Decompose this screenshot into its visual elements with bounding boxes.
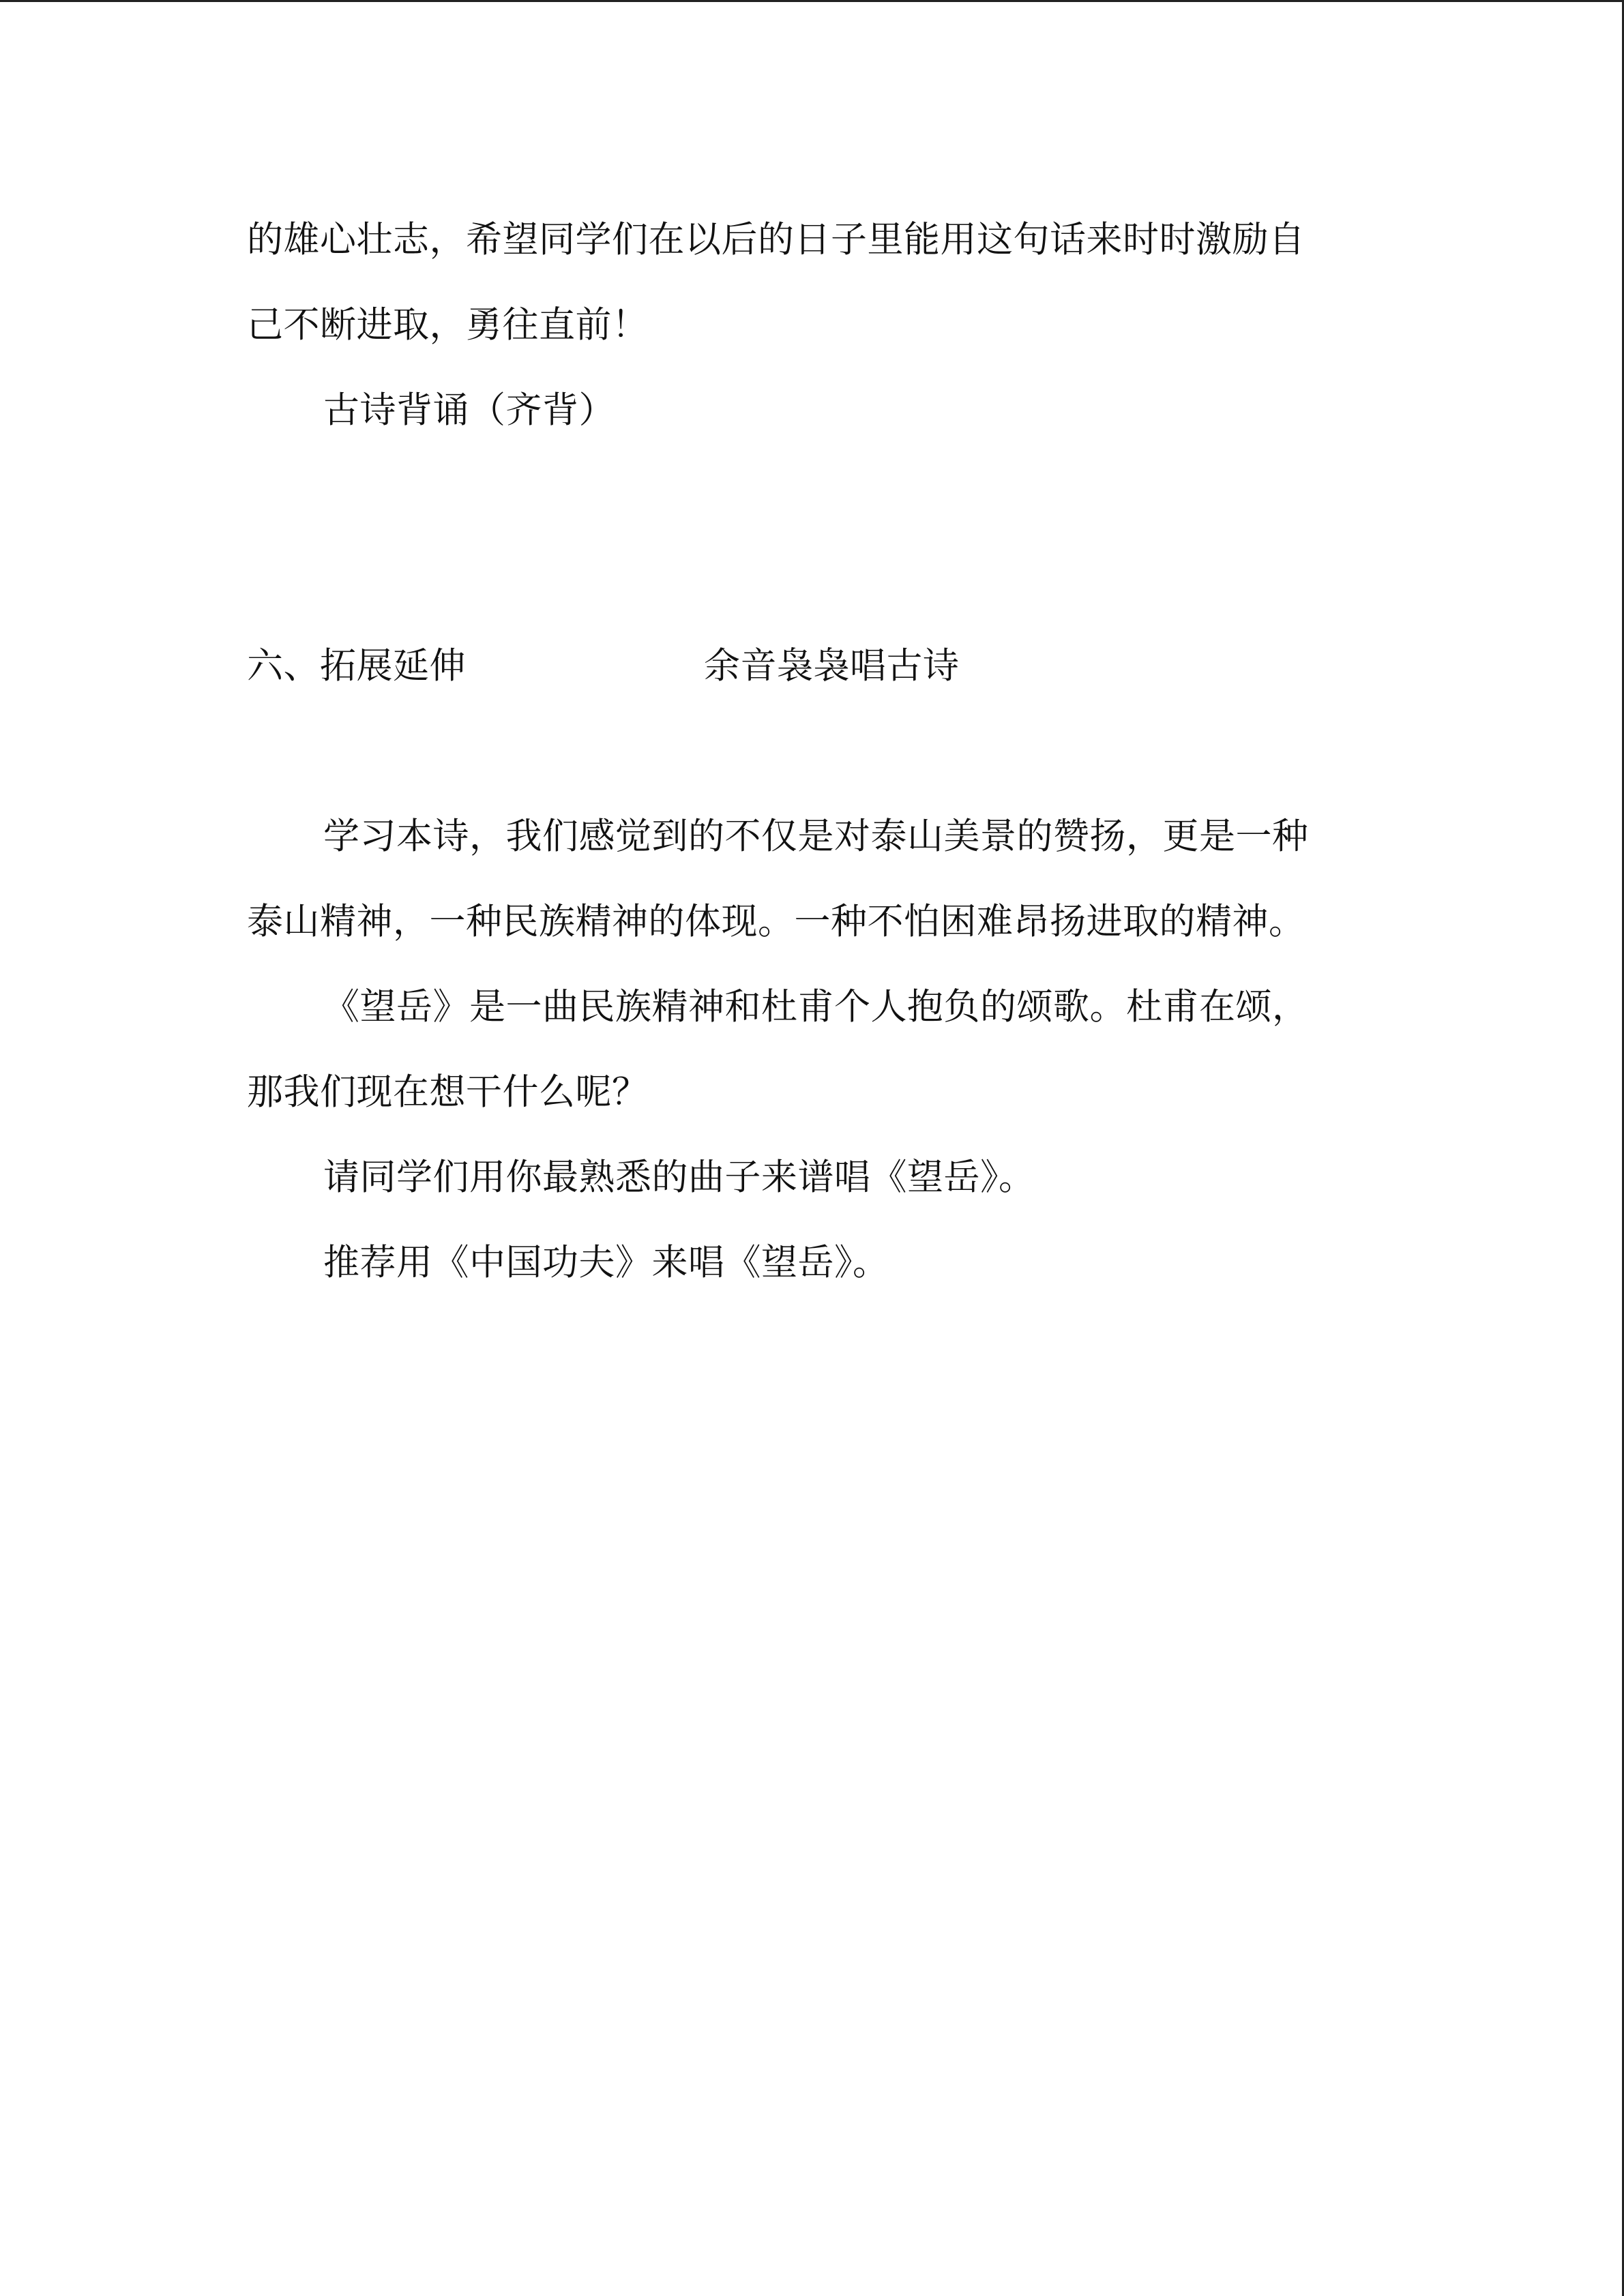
paragraph-4: 请同学们用你最熟悉的曲子来谱唱《望岳》。 (323, 1157, 1035, 1198)
paragraph-2-line-2: 泰山精神，一种民族精神的体现。一种不怕困难昂扬进取的精神。 (247, 901, 1305, 942)
section-6-subtitle: 余音袅袅唱古诗 (704, 645, 960, 687)
paragraph-2-line-1: 学习本诗，我们感觉到的不仅是对泰山美景的赞扬，更是一种 (323, 816, 1309, 857)
paragraph-1-line-1: 的雄心壮志，希望同学们在以后的日子里能用这句话来时时激励自 (247, 219, 1305, 260)
recitation-line: 古诗背诵（齐背） (323, 389, 615, 431)
section-6-title: 六、拓展延伸 (247, 645, 466, 687)
paragraph-1-line-2: 己不断进取，勇往直前！ (247, 304, 649, 346)
page-border-top (0, 0, 1624, 2)
paragraph-3-line-1: 《望岳》是一曲民族精神和杜甫个人抱负的颂歌。杜甫在颂， (323, 986, 1309, 1028)
paragraph-5: 推荐用《中国功夫》来唱《望岳》。 (323, 1242, 889, 1283)
paragraph-3-line-2: 那我们现在想干什么呢？ (247, 1071, 649, 1113)
